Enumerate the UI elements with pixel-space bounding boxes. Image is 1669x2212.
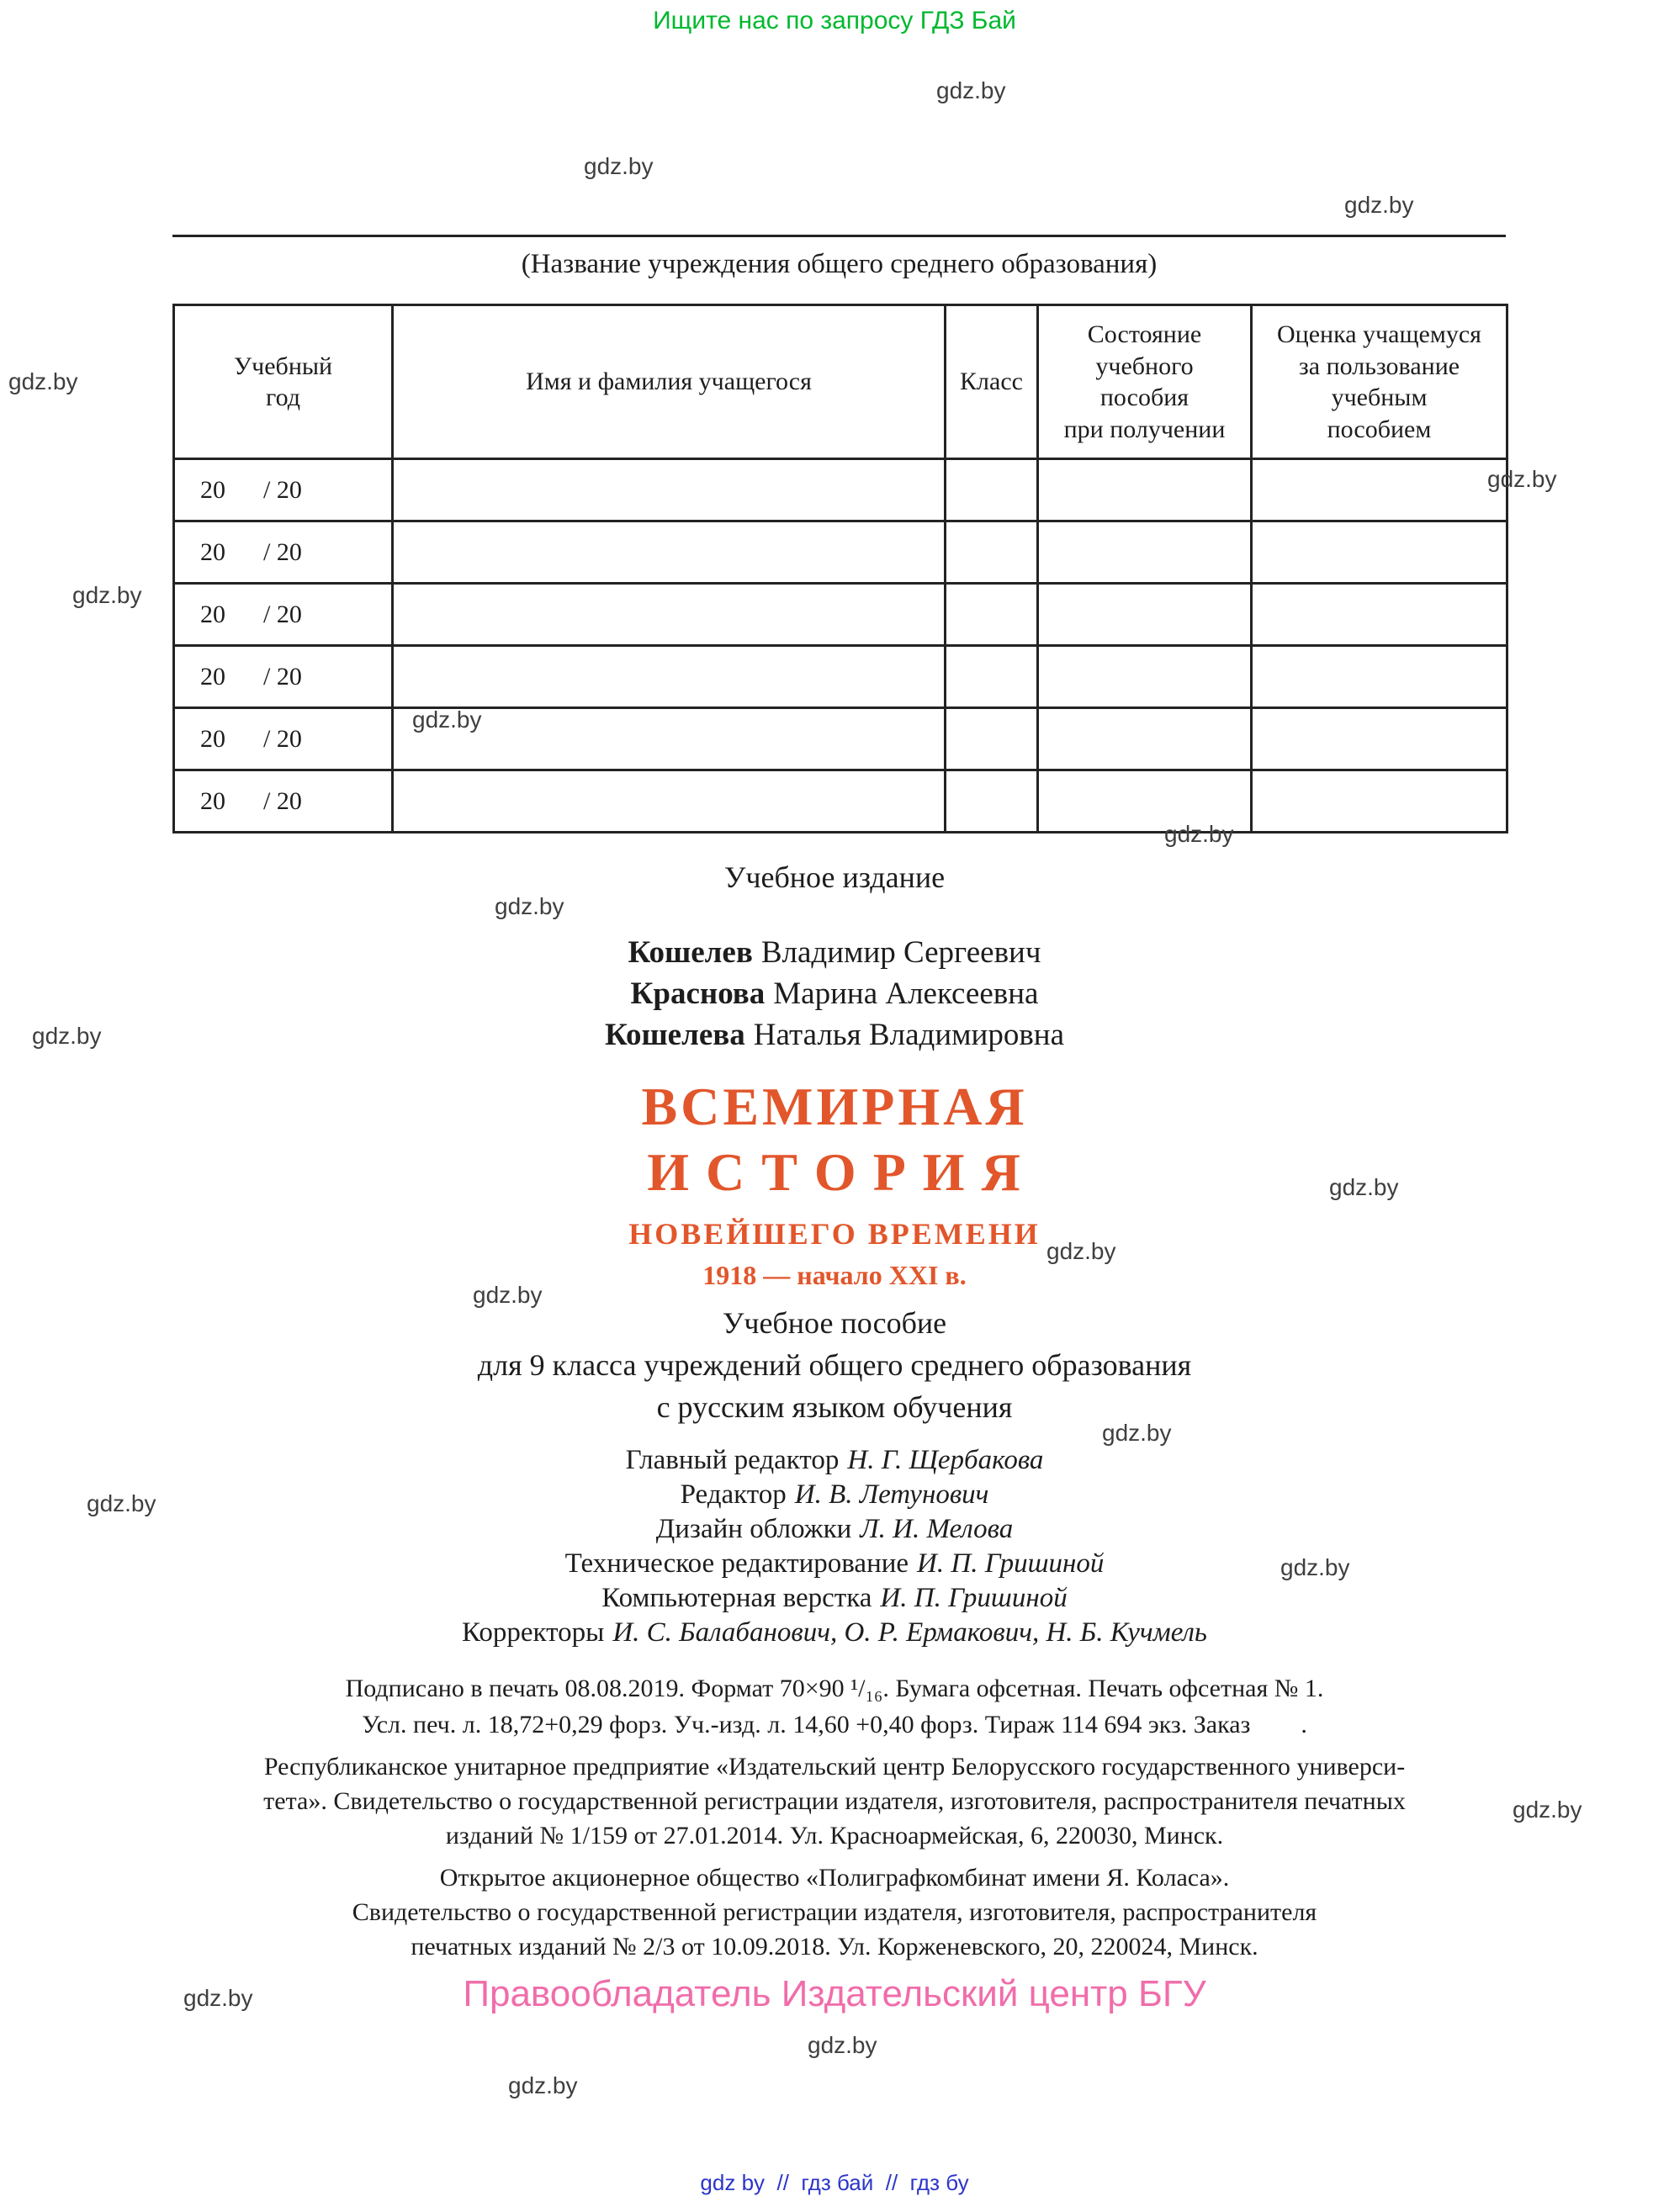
grade-cell bbox=[1252, 770, 1507, 833]
year-prefix: 20 bbox=[200, 600, 225, 628]
name-cell bbox=[393, 770, 946, 833]
watermark: gdz.by bbox=[1164, 821, 1234, 847]
condition-cell bbox=[1038, 459, 1252, 521]
credit-line bbox=[0, 1443, 1669, 1478]
signature-line bbox=[172, 235, 1506, 237]
publisher-line: тета». Свидетельство о государственной регистрации издателя, изготовителя, распространителя печатных bbox=[263, 1787, 1406, 1815]
name-cell bbox=[393, 521, 946, 584]
watermark: gdz.by bbox=[8, 368, 78, 394]
author-name: Марина Алексеевна bbox=[773, 976, 1039, 1011]
credit-role: Редактор bbox=[680, 1479, 787, 1510]
book-title-line2: И С Т О Р И Я bbox=[647, 1142, 1022, 1202]
watermark: gdz.by bbox=[584, 153, 654, 179]
author-surname: Кошелев bbox=[628, 935, 753, 970]
condition-cell bbox=[1038, 646, 1252, 708]
credit-role: Корректоры bbox=[462, 1617, 605, 1648]
watermark: gdz.by bbox=[473, 1282, 543, 1308]
watermark: gdz.by bbox=[1344, 192, 1414, 218]
author-name: Наталья Владимировна bbox=[753, 1018, 1065, 1052]
year-cell bbox=[174, 708, 393, 770]
credit-line bbox=[0, 1512, 1669, 1547]
year-suffix: / 20 bbox=[263, 537, 302, 566]
year-prefix: 20 bbox=[200, 662, 225, 691]
edition-label: Учебное издание bbox=[723, 860, 946, 894]
table-row bbox=[174, 770, 1507, 833]
printing-house-line: Свидетельство о государственной регистрации издателя, изготовителя, распространителя bbox=[352, 1898, 1317, 1926]
table-row bbox=[174, 584, 1507, 646]
year-prefix: 20 bbox=[200, 475, 225, 504]
credit-name: И. С. Балабанович, О. Р. Ермакович, Н. Б. Кучмель bbox=[612, 1617, 1207, 1648]
grade-cell bbox=[1252, 646, 1507, 708]
year-cell bbox=[174, 459, 393, 521]
year-prefix: 20 bbox=[200, 537, 225, 566]
watermark: gdz.by bbox=[808, 2032, 877, 2058]
watermark: gdz.by bbox=[1513, 1797, 1582, 1823]
promo-banner: Ищите нас по запросу ГДЗ Бай bbox=[653, 7, 1016, 34]
class-cell bbox=[946, 708, 1038, 770]
printing-house-line: печатных изданий № 2/3 от 10.09.2018. Ул. Корженевского, 20, 220024, Минск. bbox=[411, 1933, 1258, 1961]
author-line bbox=[0, 932, 1669, 973]
table-row bbox=[174, 708, 1507, 770]
author-surname: Кошелева bbox=[604, 1018, 745, 1052]
subtitle-block bbox=[0, 1302, 1669, 1428]
watermark: gdz.by bbox=[936, 77, 1006, 103]
credit-role: Главный редактор bbox=[625, 1445, 840, 1475]
year-cell bbox=[174, 521, 393, 584]
print-info-line: Подписано в печать 08.08.2019. Формат 70×90 ¹/₁₆. Бумага офсетная. Печать офсетная № 1. bbox=[345, 1675, 1324, 1702]
credits-block bbox=[0, 1443, 1669, 1650]
subtitle-line: Учебное пособие bbox=[722, 1306, 947, 1340]
credit-role: Компьютерная верстка bbox=[601, 1583, 872, 1613]
print-info-line: Усл. печ. л. 18,72+0,29 форз. Уч.-изд. л. 14,60 +0,40 форз. Тираж 114 694 экз. Заказ . bbox=[362, 1711, 1307, 1738]
grade-cell bbox=[1252, 708, 1507, 770]
credit-line bbox=[0, 1547, 1669, 1581]
col-header-student-name: Имя и фамилия учащегося bbox=[393, 305, 946, 459]
watermark: gdz.by bbox=[1487, 466, 1557, 492]
publisher-line: изданий № 1/159 от 27.01.2014. Ул. Красноармейская, 6, 220030, Минск. bbox=[445, 1822, 1224, 1850]
year-cell bbox=[174, 770, 393, 833]
name-cell bbox=[393, 646, 946, 708]
table-header-row bbox=[174, 305, 1507, 459]
col-header-condition: Состояние учебного пособия при получении bbox=[1038, 305, 1252, 459]
publisher-block bbox=[0, 1749, 1669, 1853]
year-suffix: / 20 bbox=[263, 662, 302, 691]
class-cell bbox=[946, 584, 1038, 646]
credit-name: И. П. Гришиной bbox=[917, 1548, 1105, 1579]
book-title-period: 1918 — начало XXI в. bbox=[702, 1260, 967, 1290]
rights-holder: Правообладатель Издательский центр БГУ bbox=[463, 1973, 1206, 2014]
footer-links: gdz by // гдз бай // гдз бу bbox=[700, 2170, 969, 2195]
year-cell bbox=[174, 584, 393, 646]
publisher-line: Республиканское унитарное предприятие «Издательский центр Белорусского государственного универси- bbox=[263, 1753, 1406, 1781]
year-cell bbox=[174, 646, 393, 708]
author-line bbox=[0, 1014, 1669, 1056]
year-suffix: / 20 bbox=[263, 786, 302, 815]
class-cell bbox=[946, 521, 1038, 584]
watermark: gdz.by bbox=[32, 1023, 102, 1049]
credit-line bbox=[0, 1581, 1669, 1616]
credit-role: Техническое редактирование bbox=[564, 1548, 909, 1579]
credit-name: И. В. Летунович bbox=[794, 1479, 989, 1510]
credit-line bbox=[0, 1478, 1669, 1512]
table-row bbox=[174, 646, 1507, 708]
watermark: gdz.by bbox=[508, 2072, 578, 2098]
col-header-class: Класс bbox=[946, 305, 1038, 459]
grade-cell bbox=[1252, 584, 1507, 646]
record-table bbox=[172, 304, 1508, 833]
subtitle-line: с русским языком обучения bbox=[656, 1390, 1013, 1424]
table-row bbox=[174, 521, 1507, 584]
watermark: gdz.by bbox=[495, 893, 564, 919]
col-header-year: Учебный год bbox=[174, 305, 393, 459]
watermark: gdz.by bbox=[1280, 1554, 1350, 1580]
watermark: gdz.by bbox=[87, 1490, 156, 1516]
class-cell bbox=[946, 459, 1038, 521]
class-cell bbox=[946, 646, 1038, 708]
watermark: gdz.by bbox=[412, 706, 482, 733]
watermark: gdz.by bbox=[1046, 1238, 1116, 1264]
author-name: Владимир Сергеевич bbox=[760, 935, 1041, 970]
year-suffix: / 20 bbox=[263, 475, 302, 504]
watermark: gdz.by bbox=[72, 582, 142, 608]
credit-name: Н. Г. Щербакова bbox=[847, 1445, 1044, 1475]
name-cell bbox=[393, 584, 946, 646]
col-header-grade: Оценка учащемуся за пользование учебным пособием bbox=[1252, 305, 1507, 459]
book-title-line3: НОВЕЙШЕГО ВРЕМЕНИ bbox=[628, 1217, 1041, 1251]
credit-name: И. П. Гришиной bbox=[880, 1583, 1068, 1613]
year-prefix: 20 bbox=[200, 724, 225, 753]
grade-cell bbox=[1252, 521, 1507, 584]
year-suffix: / 20 bbox=[263, 600, 302, 628]
table-row bbox=[174, 459, 1507, 521]
printing-house-line: Открытое акционерное общество «Полиграфкомбинат имени Я. Коласа». bbox=[439, 1864, 1230, 1892]
condition-cell bbox=[1038, 708, 1252, 770]
class-cell bbox=[946, 770, 1038, 833]
credit-line bbox=[0, 1616, 1669, 1650]
subtitle-line: для 9 класса учреждений общего среднего образования bbox=[477, 1348, 1192, 1382]
watermark: gdz.by bbox=[1329, 1174, 1399, 1200]
book-title-line1: ВСЕМИРНАЯ bbox=[641, 1077, 1028, 1136]
condition-cell bbox=[1038, 521, 1252, 584]
condition-cell bbox=[1038, 584, 1252, 646]
grade-cell bbox=[1252, 459, 1507, 521]
name-cell bbox=[393, 459, 946, 521]
author-line bbox=[0, 973, 1669, 1014]
year-suffix: / 20 bbox=[263, 724, 302, 753]
watermark: gdz.by bbox=[183, 1985, 253, 2011]
credit-name: Л. И. Мелова bbox=[860, 1514, 1014, 1544]
book-title bbox=[0, 1075, 1669, 1291]
authors-block bbox=[0, 932, 1669, 1056]
credit-role: Дизайн обложки bbox=[655, 1514, 852, 1544]
watermark: gdz.by bbox=[1102, 1420, 1172, 1446]
print-info-block bbox=[0, 1670, 1669, 1743]
author-surname: Краснова bbox=[630, 976, 766, 1011]
year-prefix: 20 bbox=[200, 786, 225, 815]
printing-house-block bbox=[0, 1860, 1669, 1964]
form-caption: (Название учреждения общего среднего образования) bbox=[521, 249, 1158, 279]
